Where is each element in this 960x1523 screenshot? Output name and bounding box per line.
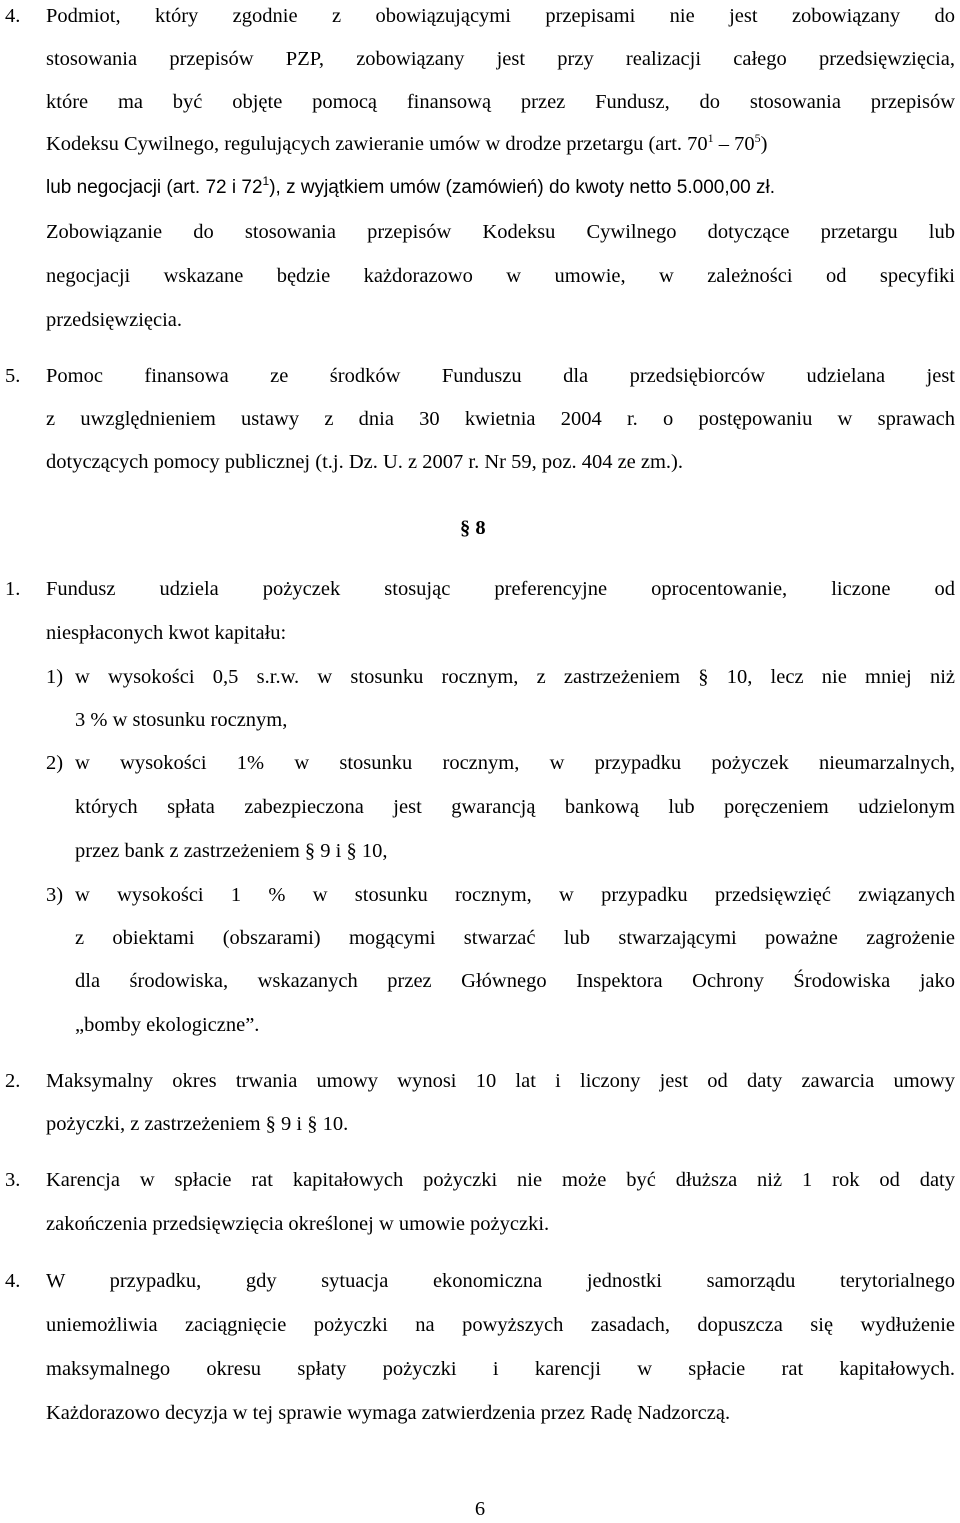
- subitem-number: 1): [46, 666, 64, 688]
- item-number: 3.: [5, 1169, 21, 1191]
- text-line: W przypadku, gdy sytuacja ekonomiczna jednostki samorządu terytorialnego: [46, 1270, 955, 1292]
- text-line: stosowania przepisów PZP, zobowiązany jest przy realizacji całego przedsięwzięcia,: [46, 48, 955, 70]
- text-line: Maksymalny okres trwania umowy wynosi 10 lat i liczony jest od daty zawarcia umowy: [46, 1070, 955, 1092]
- item-number: 2.: [5, 1070, 21, 1092]
- page-number: 6: [474, 1498, 486, 1520]
- item-number: 1.: [5, 578, 21, 600]
- text-line: Fundusz udziela pożyczek stosując preferencyjne oprocentowanie, liczone od: [46, 578, 955, 600]
- text-line: przedsięwzięcia.: [46, 309, 183, 331]
- item-number: 4.: [5, 5, 21, 27]
- text-line: Podmiot, który zgodnie z obowiązującymi przepisami nie jest zobowiązany do: [46, 5, 955, 27]
- text-line: w wysokości 0,5 s.r.w. w stosunku rocznym, z zastrzeżeniem § 10, lecz nie mniej niż: [75, 666, 955, 688]
- text-line: niespłaconych kwot kapitału:: [46, 622, 287, 644]
- item-number: 5.: [5, 365, 21, 387]
- text-line: z obiektami (obszarami) mogącymi stwarzać lub stwarzającymi poważne zagrożenie: [75, 927, 955, 949]
- text-line: Karencja w spłacie rat kapitałowych pożyczki nie może być dłuższa niż 1 rok od daty: [46, 1169, 955, 1191]
- text-line: uniemożliwia zaciągnięcie pożyczki na powyższych zasadach, dopuszcza się wydłużenie: [46, 1314, 955, 1336]
- text-line: w wysokości 1 % w stosunku rocznym, w przypadku przedsięwzięć związanych: [75, 884, 955, 906]
- text-line: negocjacji wskazane będzie każdorazowo w umowie, w zależności od specyfiki: [46, 265, 955, 287]
- section-heading: § 8: [460, 517, 486, 539]
- text-line: które ma być objęte pomocą finansową przez Fundusz, do stosowania przepisów: [46, 91, 955, 113]
- text-line: „bomby ekologiczne”.: [75, 1014, 260, 1036]
- text-line: maksymalnego okresu spłaty pożyczki i karencji w spłacie rat kapitałowych.: [46, 1358, 955, 1380]
- text-line: dla środowiska, wskazanych przez Głównego Inspektora Ochrony Środowiska jako: [75, 970, 955, 992]
- text-line: przez bank z zastrzeżeniem § 9 i § 10,: [75, 840, 388, 862]
- text-line: Kodeksu Cywilnego, regulujących zawieranie umów w drodze przetargu (art. $70^1 - 70^5$): [46, 131, 768, 155]
- text-line: zakończenia przedsięwzięcia określonej w umowie pożyczki.: [46, 1213, 550, 1235]
- text-line: 3 % w stosunku rocznym,: [75, 709, 288, 731]
- text-line: z uwzględnieniem ustawy z dnia 30 kwietnia 2004 r. o postępowaniu w sprawach: [46, 408, 955, 430]
- text-line: pożyczki, z zastrzeżeniem § 9 i § 10.: [46, 1113, 349, 1135]
- subitem-number: 3): [46, 884, 64, 906]
- text-line: lub negocjacji (art. 72 i $72^1$), z wyjątkiem umów (zamówień) do kwoty netto 5.000,00 zł.: [46, 174, 776, 198]
- text-line: dotyczących pomocy publicznej (t.j. Dz. U. z 2007 r. Nr 59, poz. 404 ze zm.).: [46, 451, 684, 473]
- item-number: 4.: [5, 1270, 21, 1292]
- text-line: Każdorazowo decyzja w tej sprawie wymaga zatwierdzenia przez Radę Nadzorczą.: [46, 1402, 731, 1424]
- text-line: których spłata zabezpieczona jest gwarancją bankową lub poręczeniem udzielonym: [75, 796, 955, 818]
- text-line: Zobowiązanie do stosowania przepisów Kodeksu Cywilnego dotyczące przetargu lub: [46, 221, 955, 243]
- subitem-number: 2): [46, 752, 64, 774]
- text-line: Pomoc finansowa ze środków Funduszu dla przedsiębiorców udzielana jest: [46, 365, 955, 387]
- text-line: w wysokości 1% w stosunku rocznym, w przypadku pożyczek nieumarzalnych,: [75, 752, 955, 774]
